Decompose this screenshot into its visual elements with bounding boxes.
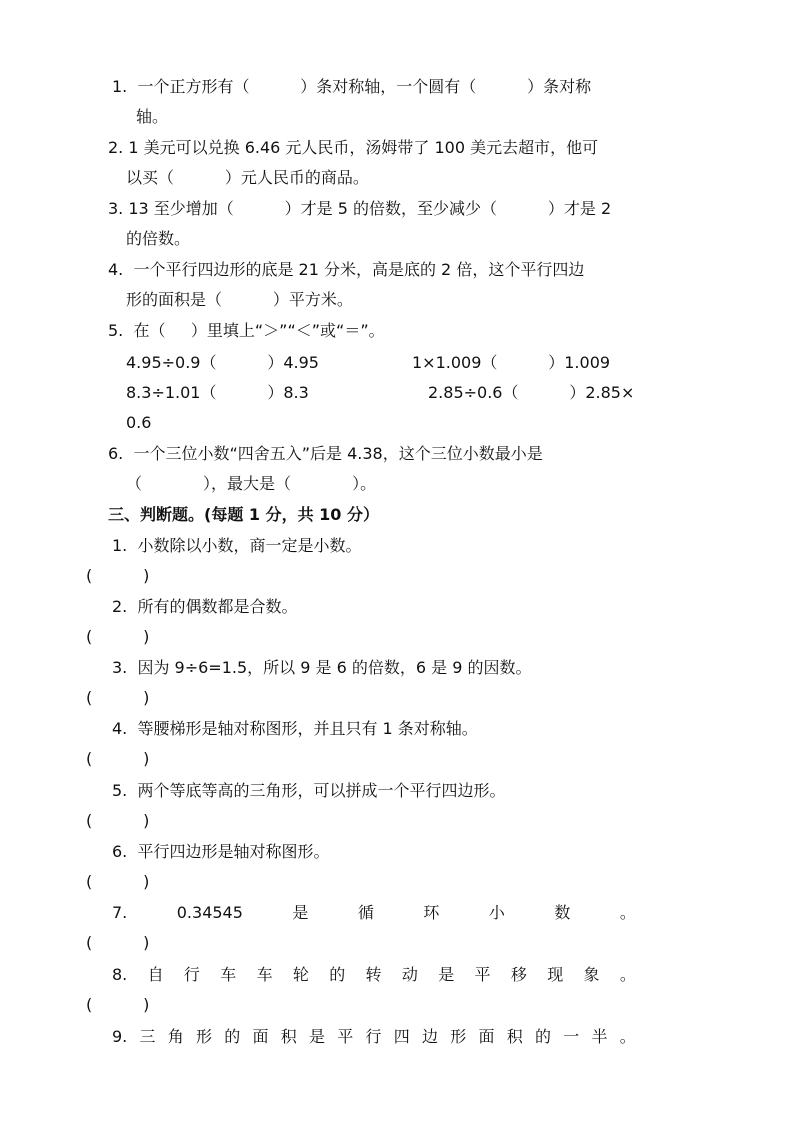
judge-item-5: 5. 两个等底等高的三角形，可以拼成一个平行四边形。 bbox=[112, 781, 506, 800]
judge-item-8-token: 车 bbox=[220, 965, 237, 984]
judge-item-9-token: 积 bbox=[280, 1027, 297, 1046]
judge-item-9-token: 形 bbox=[196, 1027, 213, 1046]
q3-line1: 3. 13 至少增加（ ）才是 5 的倍数，至少减少（ ）才是 2 bbox=[108, 199, 612, 218]
q6-line1: 6. 一个三位小数“四舍五入”后是 4.38，这个三位小数最小是 bbox=[108, 444, 543, 463]
judge-item-8 bbox=[112, 965, 636, 985]
judge-item-7-token: 7. bbox=[112, 903, 128, 922]
judge-item-7-token: 小 bbox=[488, 903, 505, 922]
judge-item-9-token: 四 bbox=[393, 1027, 410, 1046]
q2-line2: 以买（ ）元人民币的商品。 bbox=[126, 168, 369, 187]
judge-item-9-token: 面 bbox=[252, 1027, 269, 1046]
judge-item-8-token: 。 bbox=[619, 965, 636, 984]
q4-line2: 形的面积是（ ）平方米。 bbox=[126, 290, 353, 309]
judge-answer-7[interactable]: ( ) bbox=[86, 933, 150, 952]
q5-compare-d-continued: 0.6 bbox=[126, 413, 152, 432]
judge-item-7-token: 0.34545 bbox=[176, 903, 243, 922]
judge-item-8-token: 转 bbox=[365, 965, 382, 984]
judge-item-8-token: 现 bbox=[547, 965, 564, 984]
q2-line1: 2. 1 美元可以兑换 6.46 元人民币，汤姆带了 100 美元去超市，他可 bbox=[108, 138, 599, 157]
section3-title: 三、判断题。(每题 1 分，共 10 分） bbox=[108, 505, 379, 524]
q5-compare-b: 1×1.009（ ）1.009 bbox=[412, 353, 611, 372]
judge-item-8-token: 行 bbox=[183, 965, 200, 984]
judge-item-8-token: 是 bbox=[438, 965, 455, 984]
q5-compare-c: 8.3÷1.01（ ）8.3 bbox=[126, 383, 309, 402]
judge-item-9-token: 一 bbox=[563, 1027, 580, 1046]
judge-item-7-token: 环 bbox=[423, 903, 440, 922]
judge-answer-2[interactable]: ( ) bbox=[86, 627, 150, 646]
q5-intro: 5. 在（ ）里填上“＞”“＜”或“＝”。 bbox=[108, 321, 385, 340]
judge-answer-8[interactable]: ( ) bbox=[86, 995, 150, 1014]
judge-item-9-token: 是 bbox=[309, 1027, 326, 1046]
q1-line1: 1. 一个正方形有（ ）条对称轴，一个圆有（ ）条对称 bbox=[112, 77, 592, 96]
judge-item-2: 2. 所有的偶数都是合数。 bbox=[112, 597, 298, 616]
judge-item-9-token: 的 bbox=[224, 1027, 241, 1046]
judge-item-9-token: 行 bbox=[365, 1027, 382, 1046]
judge-item-3: 3. 因为 9÷6=1.5，所以 9 是 6 的倍数，6 是 9 的因数。 bbox=[112, 658, 532, 677]
judge-answer-1[interactable]: ( ) bbox=[86, 566, 150, 585]
judge-answer-4[interactable]: ( ) bbox=[86, 749, 150, 768]
judge-item-9-token: 边 bbox=[422, 1027, 439, 1046]
q6-line2: （ ），最大是（ ）。 bbox=[126, 474, 377, 493]
q4-line1: 4. 一个平行四边形的底是 21 分米，高是底的 2 倍，这个平行四边 bbox=[108, 260, 585, 279]
judge-item-8-token: 平 bbox=[474, 965, 491, 984]
judge-item-9-token: 9. bbox=[112, 1027, 128, 1046]
judge-answer-3[interactable]: ( ) bbox=[86, 688, 150, 707]
judge-item-7-token: 循 bbox=[357, 903, 374, 922]
judge-item-9-token: 的 bbox=[535, 1027, 552, 1046]
q5-compare-a: 4.95÷0.9（ ）4.95 bbox=[126, 353, 319, 372]
judge-item-9 bbox=[112, 1027, 636, 1047]
q1-line2: 轴。 bbox=[136, 107, 169, 126]
judge-item-8-token: 动 bbox=[401, 965, 418, 984]
judge-item-6: 6. 平行四边形是轴对称图形。 bbox=[112, 842, 330, 861]
judge-item-1: 1. 小数除以小数，商一定是小数。 bbox=[112, 536, 362, 555]
judge-item-8-token: 移 bbox=[510, 965, 527, 984]
judge-answer-6[interactable]: ( ) bbox=[86, 872, 150, 891]
judge-item-7-token: 数 bbox=[554, 903, 571, 922]
judge-item-8-token: 自 bbox=[147, 965, 164, 984]
judge-item-8-token: 的 bbox=[329, 965, 346, 984]
q5-compare-d: 2.85÷0.6（ ）2.85× bbox=[428, 383, 635, 402]
judge-item-8-token: 象 bbox=[583, 965, 600, 984]
q3-line2: 的倍数。 bbox=[126, 229, 191, 248]
judge-answer-5[interactable]: ( ) bbox=[86, 811, 150, 830]
judge-item-9-token: 面 bbox=[478, 1027, 495, 1046]
judge-item-7-token: 。 bbox=[619, 903, 636, 922]
judge-item-9-token: 。 bbox=[619, 1027, 636, 1046]
judge-item-8-token: 车 bbox=[256, 965, 273, 984]
judge-item-9-token: 半 bbox=[591, 1027, 608, 1046]
judge-item-9-token: 三 bbox=[139, 1027, 156, 1046]
judge-item-9-token: 形 bbox=[450, 1027, 467, 1046]
judge-item-4: 4. 等腰梯形是轴对称图形，并且只有 1 条对称轴。 bbox=[112, 719, 478, 738]
judge-item-8-token: 8. bbox=[112, 965, 128, 984]
judge-item-8-token: 轮 bbox=[292, 965, 309, 984]
judge-item-9-token: 角 bbox=[167, 1027, 184, 1046]
judge-item-7-token: 是 bbox=[292, 903, 309, 922]
judge-item-9-token: 平 bbox=[337, 1027, 354, 1046]
judge-item-9-token: 积 bbox=[506, 1027, 523, 1046]
judge-item-7 bbox=[112, 903, 636, 923]
